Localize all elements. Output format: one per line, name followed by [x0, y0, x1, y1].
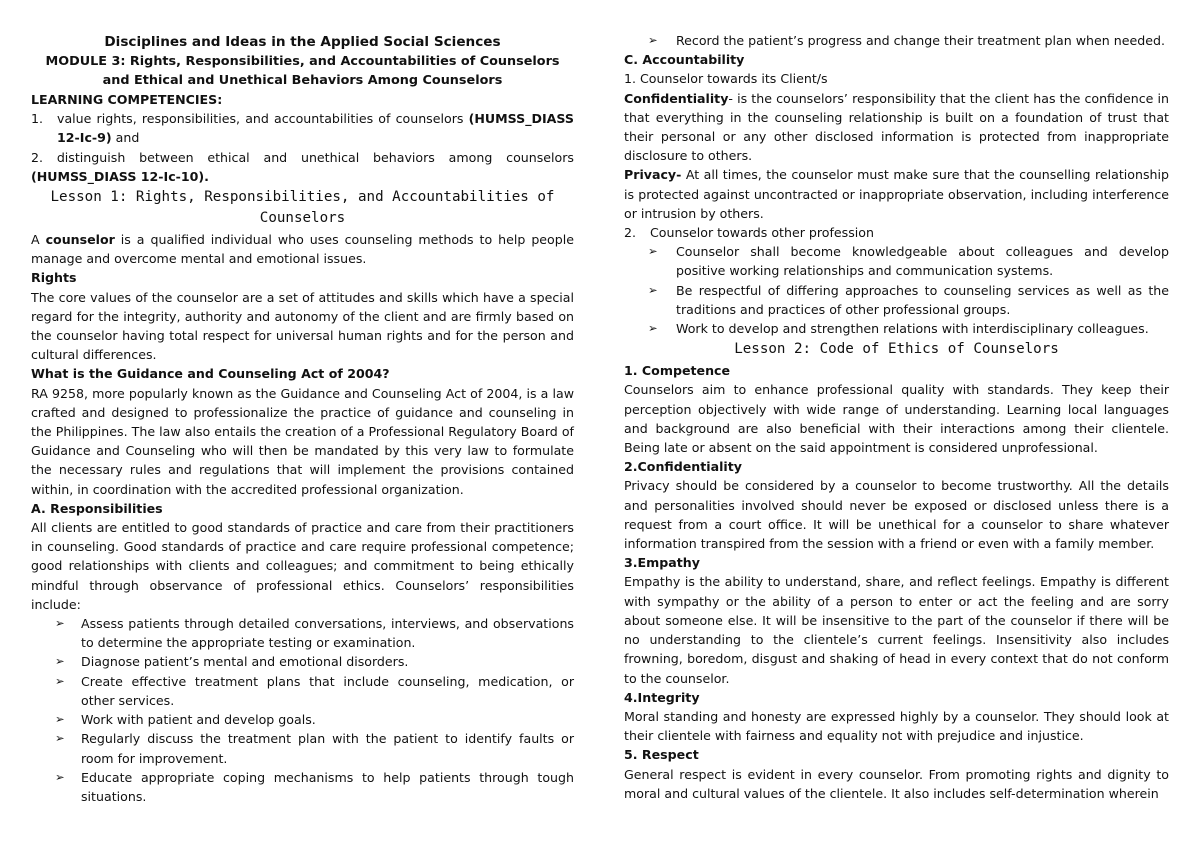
arrow-bullet-icon: ➢: [55, 712, 65, 727]
competencies-label: LEARNING COMPETENCIES:: [31, 92, 223, 107]
list-item-text: Diagnose patient’s mental and emotional disorders.: [81, 654, 409, 670]
list-item-text: Create effective treatment plans that include counseling, medication, or other services.: [81, 673, 574, 708]
list-item-text: Record the patient’s progress and change their treatment plan when needed.: [676, 33, 1165, 48]
list-item-text: Work to develop and strengthen relations with interdisciplinary colleagues.: [676, 321, 1149, 337]
competency-1: [31, 109, 574, 147]
list-item: [31, 710, 574, 729]
responsibilities-heading: A. Responsibilities: [31, 500, 163, 516]
list-item: [31, 672, 574, 710]
competency-1-number: 1.: [31, 111, 44, 127]
list-item: [31, 768, 574, 806]
arrow-bullet-icon: ➢: [648, 282, 658, 297]
subheading-text: Counselor towards other profession: [650, 225, 874, 241]
competence-text: Counselors aim to enhance professional quality with standards. They keep their perception objectively with wide range of understanding. Learning local languages and background are also beneficial with their interactions among their clientele. Being late or absent on the said appointment is considered unprofessional.: [624, 382, 1169, 456]
confidentiality-text: - is the counselors’ responsibility that the client has the confidence in that everything in the counseling relationship is built on a foundation of trust that their personal or any other disclosed information is protected from inappropriate disclosure to others.: [624, 90, 1169, 164]
empathy-text: Empathy is the ability to understand, share, and reflect feelings. Empathy is different with sympathy or the ability of a person to enter or act the feeling and are sorry about someone else. It will be insensitive to the part of the counselor if there will be no understanding to the clientele’s current feelings. Insensitivity also includes frowning, boredom, disgust and shaking of head in every context that do not conform to the counselor.: [624, 574, 1169, 686]
arrow-bullet-icon: ➢: [648, 33, 658, 47]
list-item-text: Work with patient and develop goals.: [81, 712, 316, 728]
confidentiality-label: Confidentiality: [624, 90, 729, 106]
arrow-bullet-icon: ➢: [55, 731, 65, 746]
responsibilities-text: All clients are entitled to good standards of practice and care from their practitioners in counseling. Good standards of practice and care require professional competence; good relationships with clients and colleagues; and commitment to being ethically mindful through observance of professional ethics. Counselors’ responsibilities include:: [31, 520, 574, 612]
list-item-text: Assess patients through detailed conversations, interviews, and observations to determine the appropriate testing or examination.: [81, 616, 574, 651]
counselor-definition: [31, 230, 574, 268]
list-item: [31, 614, 574, 652]
respect-text: General respect is evident in every counselor. From promoting rights and dignity to moral and cultural values of the clientele. It also includes self-determination wherein: [624, 766, 1169, 801]
arrow-bullet-icon: ➢: [55, 654, 65, 669]
empathy-heading: 3.Empathy: [624, 555, 700, 571]
arrow-bullet-icon: ➢: [648, 244, 658, 259]
confidentiality-text: Privacy should be considered by a counselor to become trustworthy. All the details and personalities involved should never be exposed or disclosed unless there is a request from a court office. It will be unethical for a counselor to share whatever information transpired from the session with a friend or even with a family member.: [624, 478, 1169, 552]
competence-heading: 1. Competence: [624, 363, 731, 379]
act-heading: What is the Guidance and Counseling Act of 2004?: [31, 366, 390, 382]
list-item-text: Educate appropriate coping mechanisms to help patients through tough situations.: [81, 769, 574, 804]
accountability-subheading-2: [624, 223, 1169, 242]
integrity-heading: 4.Integrity: [624, 689, 700, 705]
competency-1-text: value rights, responsibilities, and accountabilities of counselors: [57, 111, 464, 127]
privacy-label: Privacy-: [624, 167, 682, 183]
privacy-paragraph: [624, 165, 1169, 223]
list-item-text: Counselor shall become knowledgeable about colleagues and develop positive working relationships and communication systems.: [676, 244, 1169, 279]
competency-2-code: (HUMSS_DIASS 12-Ic-10).: [31, 168, 209, 184]
module-title: MODULE 3: Rights, Responsibilities, and Accountabilities of Counselors and Ethical and Unethical Behaviors Among Counselors: [45, 54, 560, 88]
list-item: [624, 281, 1169, 319]
arrow-bullet-icon: ➢: [55, 673, 65, 688]
document-title: Disciplines and Ideas in the Applied Social Sciences: [104, 34, 501, 50]
competency-1-and: and: [111, 130, 140, 146]
subheading-number: 2.: [624, 225, 637, 241]
list-item: [624, 319, 1169, 338]
competency-2: [31, 148, 574, 186]
right-column: [624, 31, 1169, 803]
list-item: [624, 242, 1169, 280]
confidentiality-paragraph: [624, 89, 1169, 166]
accountability-heading: C. Accountability: [624, 52, 745, 68]
arrow-bullet-icon: ➢: [55, 769, 65, 784]
rights-heading: Rights: [31, 270, 77, 286]
respect-heading: 5. Respect: [624, 747, 699, 763]
left-column: [31, 33, 574, 806]
list-item: [31, 652, 574, 671]
counselor-article: A: [31, 232, 46, 248]
list-item-text: Regularly discuss the treatment plan with the patient to identify faults or room for improvement.: [81, 731, 574, 766]
competency-1-code: (HUMSS_DIASS 12-Ic-9): [57, 111, 574, 146]
lesson-2-heading: Lesson 2: Code of Ethics of Counselors: [734, 341, 1059, 358]
accountability-subheading-1: 1. Counselor towards its Client/s: [624, 71, 828, 87]
lesson-1-heading: Lesson 1: Rights, Responsibilities, and Accountabilities of Counselors: [50, 189, 555, 227]
list-item: [624, 31, 1169, 50]
confidentiality-heading: 2.Confidentiality: [624, 459, 742, 475]
list-item: [31, 729, 574, 767]
counselor-term: counselor: [45, 232, 115, 248]
list-item-text: Be respectful of differing approaches to counseling services as well as the traditions and practices of other professional groups.: [676, 282, 1169, 317]
arrow-bullet-icon: ➢: [648, 321, 658, 336]
rights-text: The core values of the counselor are a set of attitudes and skills which have a special regard for the integrity, authority and autonomy of the client and are firmly based on the counselor having total respect for universal human rights and for the person and cultural differences.: [31, 289, 574, 363]
counselor-definition-text: is a qualified individual who uses counseling methods to help people manage and overcome mental and emotional issues.: [31, 232, 575, 267]
competency-2-text: 2. distinguish between ethical and unethical behaviors among counselors: [31, 149, 574, 165]
privacy-text: At all times, the counselor must make sure that the counselling relationship is protected against uncontracted or inappropriate observation, including interference or intrusion by others.: [624, 167, 1169, 221]
arrow-bullet-icon: ➢: [55, 616, 65, 631]
act-text: RA 9258, more popularly known as the Guidance and Counseling Act of 2004, is a law crafted and designed to professionalize the practice of guidance and counseling in the Philippines. The law also entails the creation of a Professional Regulatory Board of Guidance and Counseling who will then be mandated by this very law to formulate the necessary rules and regulations that will implement the provisions contained within, in coordination with the accredited professional organization.: [31, 385, 574, 497]
integrity-text: Moral standing and honesty are expressed highly by a counselor. They should look at their clientele with fairness and equality not with prejudice and injustice.: [624, 708, 1169, 744]
